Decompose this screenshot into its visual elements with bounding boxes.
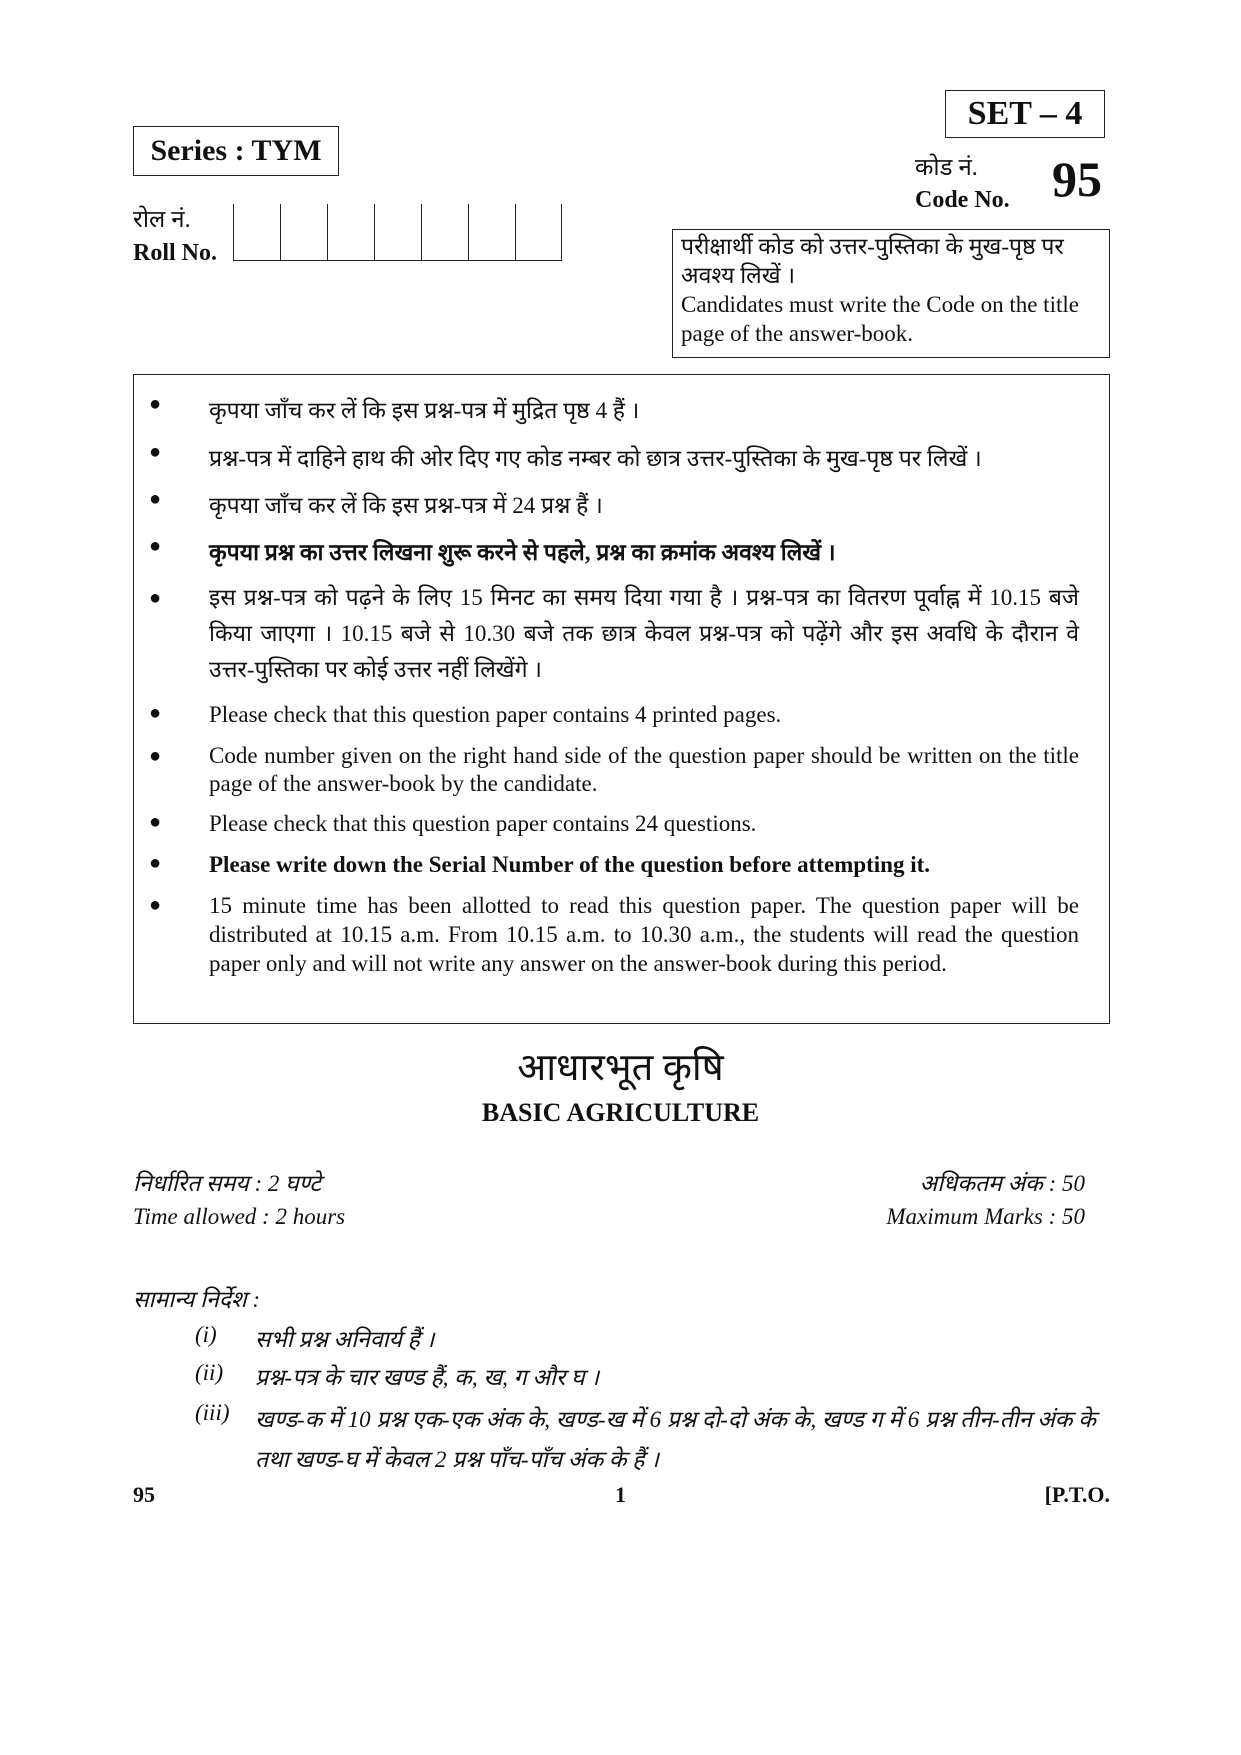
roll-cell[interactable] [515,204,562,260]
candidate-note-box [672,229,1110,358]
time-allowed-hindi: निर्धारित समय : 2 घण्टे [133,1171,321,1196]
code-label-hindi: कोड नं. [915,155,978,181]
page-number: 1 [615,1482,626,1507]
bullet-icon: ● [149,894,162,916]
roll-cell[interactable] [233,204,280,260]
bullet-icon: ● [149,702,162,724]
bullet-icon: ● [149,811,162,833]
subject-title-english: BASIC AGRICULTURE [481,1098,760,1127]
subject-title-hindi: आधारभूत कृषि [517,1047,724,1089]
time-allowed-english: Time allowed : 2 hours [133,1204,346,1229]
bullet-icon: ● [149,393,162,415]
candidate-note-hindi: परीक्षार्थी कोड को उत्तर-पुस्तिका के मुख-पृष्ठ पर अवश्य लिखें । [681,234,1064,288]
code-label-english: Code No. [915,187,1010,213]
general-instructions-heading: सामान्य निर्देश : [133,1287,261,1312]
candidate-note-english: Candidates must write the Code on the title page of the answer-book. [681,292,1079,346]
bullet-icon: ● [149,745,162,767]
roll-cell[interactable] [280,204,327,260]
instructions-box: ● कृपया जाँच कर लें कि इस प्रश्न-पत्र में मुद्रित पृष्ठ 4 हैं । ● प्रश्न-पत्र में दाहिने हाथ की ओर दिए गए कोड नम्बर को छात्र उत्तर-पुस्तिका के मुख-पृष्ठ पर लिखें । ● कृपया जाँच कर लें कि इस प्रश्न-पत्र में 24 प्रश्न हैं । ● कृपया प्रश्न का उत्तर लिखना शुरू करने से पहले, प्रश्न का क्रमांक अवश्य लिखें । ● इस प्रश्न-पत्र को पढ़ने के लिए 15 मिनट का समय दिया गया है । प्रश्न-पत्र का वितरण पूर्वाह्न में 10.15 बजे किया जाएगा । 10.15 बजे से 10.30 बजे तक छात्र केवल प्रश्न-पत्र को पढ़ेंगे और इस अवधि के दौरान वे उत्तर-पुस्तिका पर कोई उत्तर नहीं लिखेंगे । ● Please check that this question paper contains 4 printed pages. ● Code number given on the right hand side of the question paper should be written on the title page of the answer-book by the candidate. ● Please check that this question paper contains 24 questions. ● Please write down the Serial Number of the question before attempting it. ● 15 minute time has been allotted to read this question paper. The question paper will be distributed at 10.15 a.m. From 10.15 a.m. to 10.30 a.m., the students will read the question paper only and will not write any answer on the answer-book during this period. [133,374,1110,1024]
roll-cell[interactable] [327,204,374,260]
bullet-icon: ● [149,441,162,463]
bullet-icon: ● [149,587,162,609]
footer-code: 95 [133,1482,155,1507]
bullet-icon: ● [149,488,162,510]
roll-label-english: Roll No. [133,240,217,266]
roll-cell[interactable] [374,204,421,260]
set-label: SET – 4 [945,90,1105,138]
bullet-icon: ● [149,852,162,874]
roll-label-hindi: रोल नं. [133,207,191,233]
roll-number-grid[interactable] [233,204,562,261]
roll-cell[interactable] [421,204,468,260]
roll-cell[interactable] [468,204,515,260]
series-label: Series : TYM [133,126,339,176]
max-marks-english: Maximum Marks : 50 [886,1204,1085,1229]
code-number: 95 [1052,151,1102,207]
bullet-icon: ● [149,535,162,557]
max-marks-hindi: अधिकतम अंक : 50 [919,1171,1085,1196]
pto-label: [P.T.O. [1044,1482,1110,1507]
